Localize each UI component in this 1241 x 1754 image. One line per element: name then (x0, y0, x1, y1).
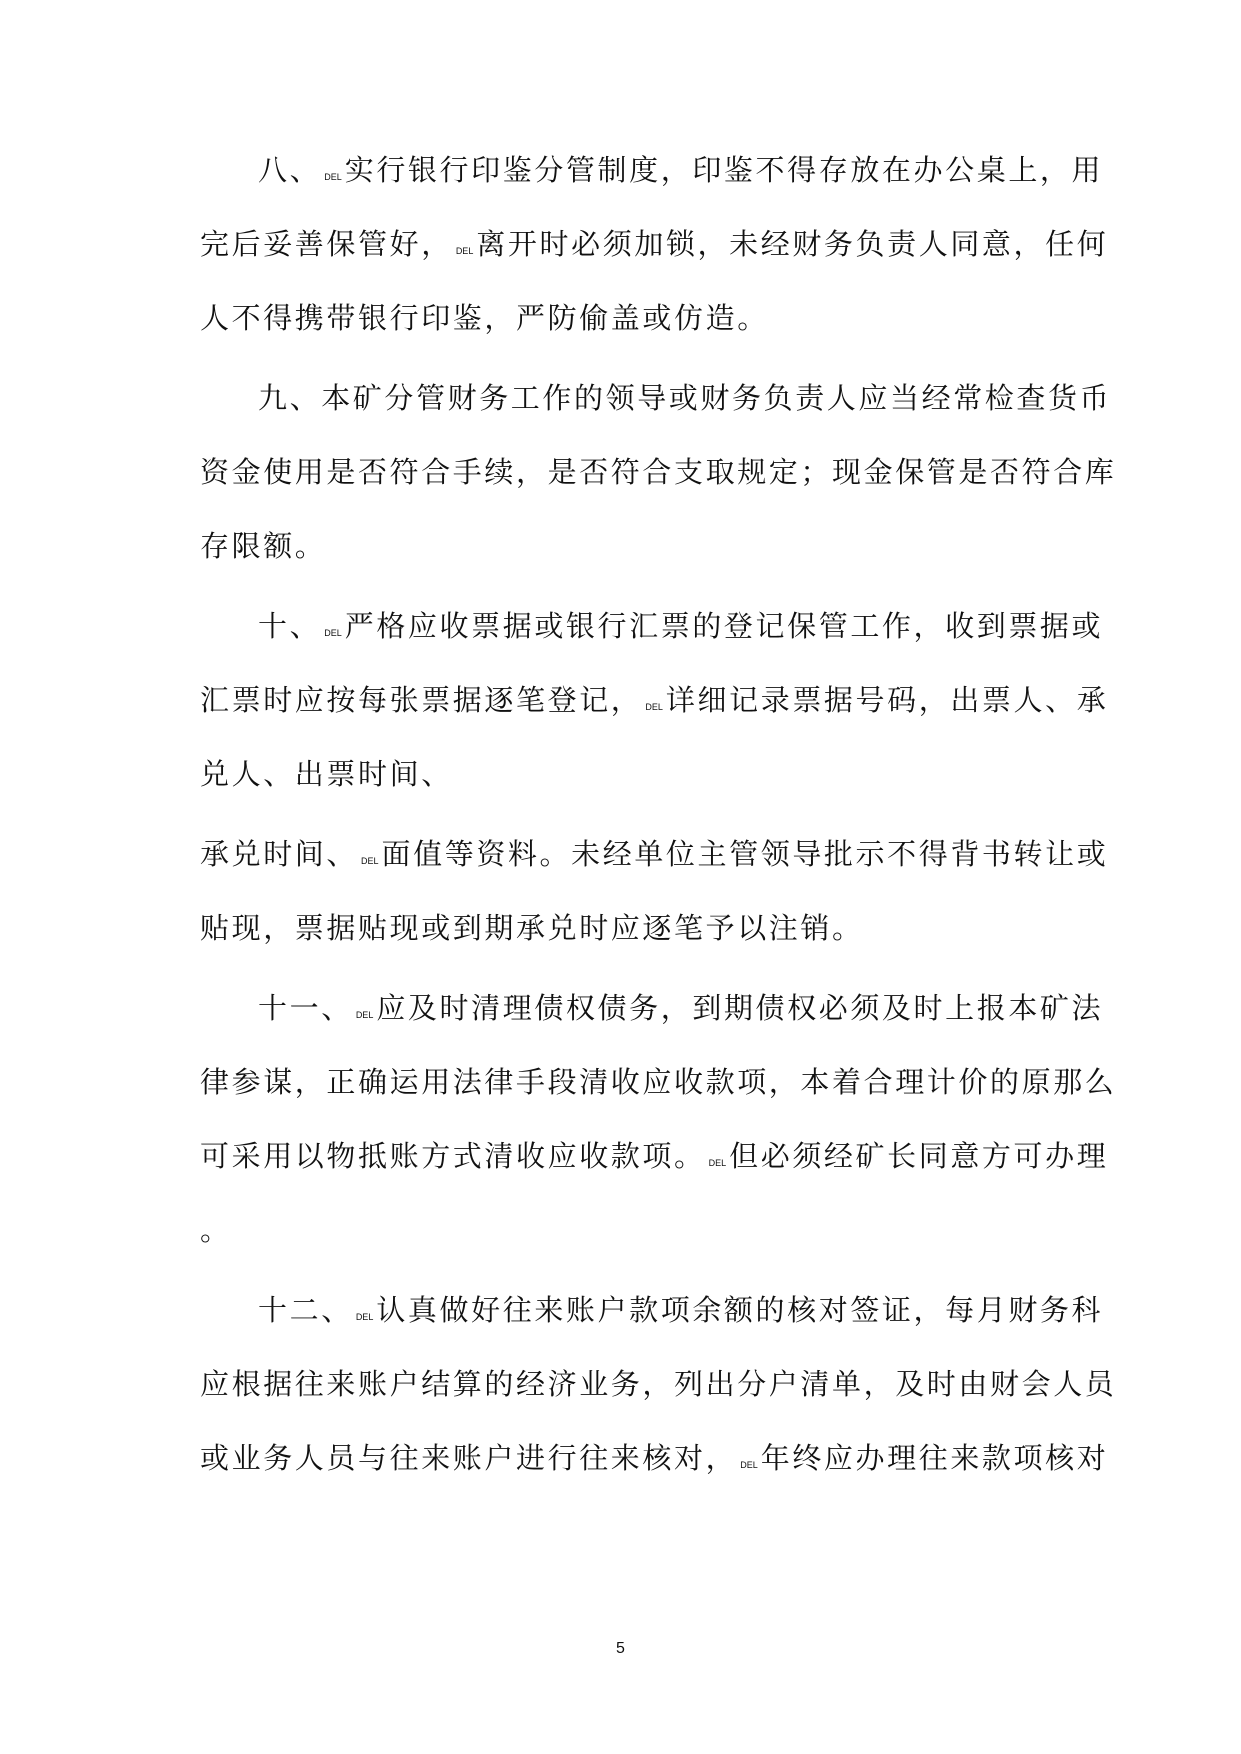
text-line: 。 (200, 1213, 232, 1247)
text-line: 十、 DEL 严格应收票据或银行汇票的登记保管工作，收到票据或 (258, 609, 1104, 643)
text-line: 可采用以物抵账方式清收应收款项。 DEL 但必须经矿长同意方可办理 (200, 1139, 1109, 1173)
del-marker: DEL (708, 1158, 727, 1168)
text-line: 资金使用是否符合手续，是否符合支取规定；现金保管是否符合库 (200, 455, 1117, 489)
del-marker: DEL (324, 628, 342, 638)
text-line: 八、 DEL 实行银行印鉴分管制度，印鉴不得存放在办公桌上，用 (258, 153, 1104, 187)
text-line: 或业务人员与往来账户进行往来核对， DEL 年终应办理往来款项核对 (200, 1441, 1109, 1475)
text-line: 律参谋，正确运用法律手段清收应收款项，本着合理计价的原那么 (200, 1065, 1117, 1099)
del-marker: DEL (355, 1010, 374, 1020)
del-marker: DEL (324, 172, 342, 182)
text-line: 十一、 DEL 应及时清理债权债务，到期债权必须及时上报本矿法 (258, 991, 1104, 1025)
text-line: 存限额。 (200, 529, 327, 563)
text-line: 贴现，票据贴现或到期承兑时应逐笔予以注销。 (200, 911, 864, 945)
text-line: 汇票时应按每张票据逐笔登记， DEL 详细记录票据号码，出票人、承 (200, 683, 1109, 717)
text-line: 十二、 DEL 认真做好往来账户款项余额的核对签证，每月财务科 (258, 1293, 1104, 1327)
text-line: 承兑时间、 DEL 面值等资料。未经单位主管领导批示不得背书转让或 (200, 837, 1109, 871)
del-marker: DEL (645, 702, 663, 712)
page-number: 5 (616, 1640, 625, 1657)
text-line: 人不得携带银行印鉴，严防偷盖或仿造。 (200, 301, 769, 335)
text-line: 兑人、出票时间、 (200, 757, 453, 791)
del-marker: DEL (740, 1460, 758, 1470)
text-line: 完后妥善保管好， DEL 离开时必须加锁，未经财务负责人同意，任何 (200, 227, 1109, 261)
text-line: 九、本矿分管财务工作的领导或财务负责人应当经常检查货币 (258, 381, 1112, 415)
del-marker: DEL (455, 246, 474, 256)
del-marker: DEL (361, 856, 379, 866)
text-line: 应根据往来账户结算的经济业务，列出分户清单，及时由财会人员 (200, 1367, 1117, 1401)
del-marker: DEL (355, 1312, 374, 1322)
